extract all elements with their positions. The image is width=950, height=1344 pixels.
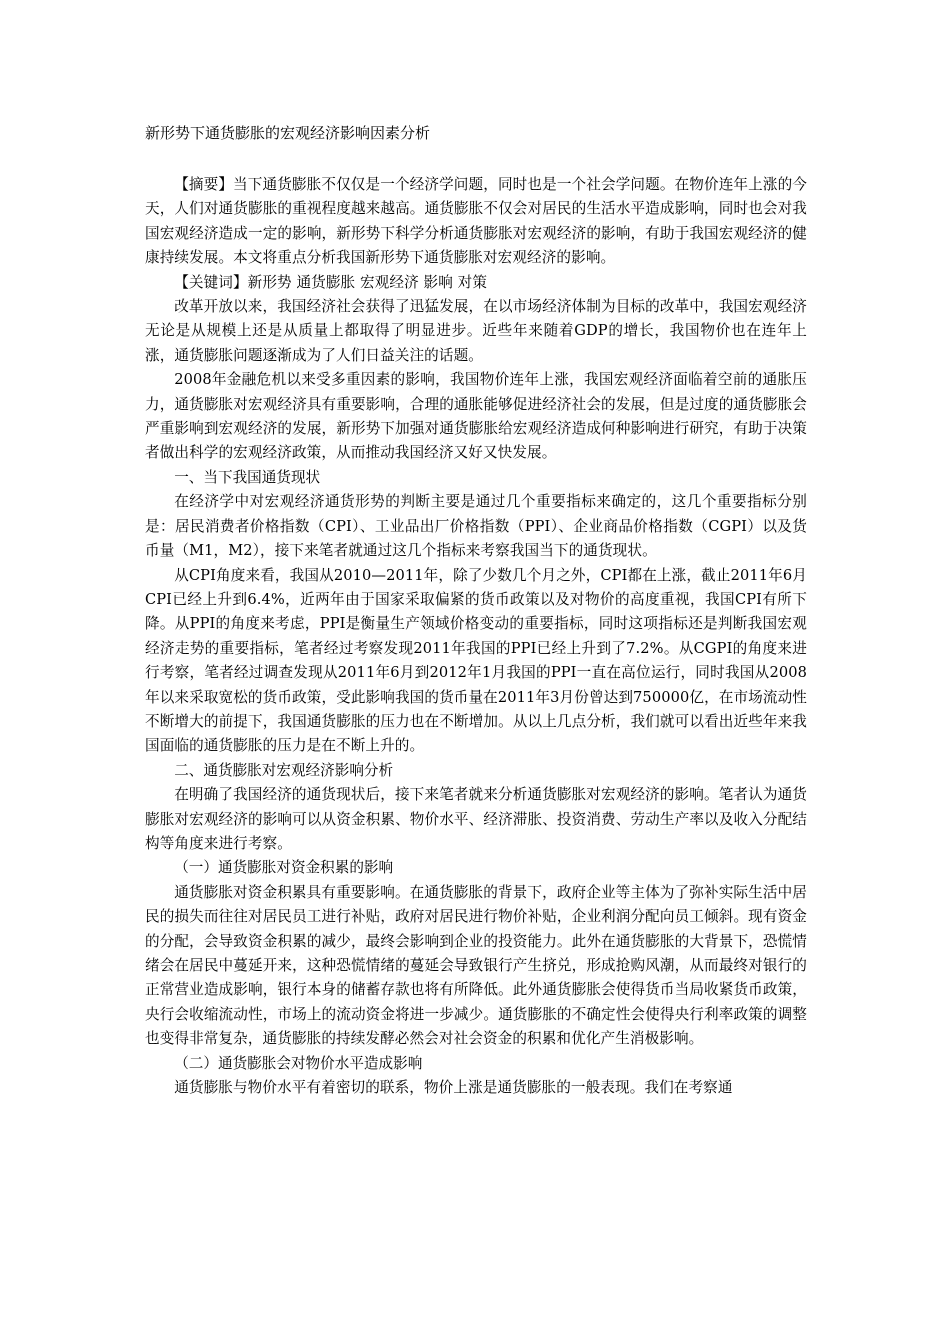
- abstract-paragraph: 【摘要】当下通货膨胀不仅仅是一个经济学问题，同时也是一个社会学问题。在物价连年上涨的今天，人们对通货膨胀的重视程度越来越高。通货膨胀不仅会对居民的生活水平造成影响，同时也会对我国宏观经济造成一定的影响，新形势下科学分析通货膨胀对宏观经济的影响，有助于我国宏观经济的健康持续发展。本文将重点分析我国新形势下通货膨胀对宏观经济的影响。: [145, 176, 807, 267]
- section-1-heading: 一、当下我国通货现状: [174, 468, 321, 486]
- intro-paragraph-1: 改革开放以来，我国经济社会获得了迅猛发展，在以市场经济体制为目标的改革中，我国宏观经济无论是从规模上还是从质量上都取得了明显进步。近些年来随着GDP的增长，我国物价也在连年上涨，通货膨胀问题逐渐成为了人们日益关注的话题。: [145, 298, 807, 364]
- section-2-heading: 二、通货膨胀对宏观经济影响分析: [174, 761, 394, 779]
- keywords-paragraph: 【关键词】新形势 通货膨胀 宏观经济 影响 对策: [174, 273, 488, 291]
- section-1-paragraph-1: 在经济学中对宏观经济通货形势的判断主要是通过几个重要指标来确定的，这几个重要指标分别是：居民消费者价格指数（CPI）、工业品出厂价格指数（PPI）、企业商品价格指数（CGPI）以及货币量（M1，M2），接下来笔者就通过这几个指标来考察我国当下的通货现状。: [145, 493, 807, 560]
- document-title: 新形势下通货膨胀的宏观经济影响因素分析: [145, 124, 431, 142]
- section-1-paragraph-2: 从CPI角度来看，我国从2010—2011年，除了少数几个月之外，CPI都在上涨，截止2011年6月CPI已经上升到6.4%，近两年由于国家采取偏紧的货币政策以及对物价的高度重视，我国CPI有所下降。从PPI的角度来考虑，PPI是衡量生产领域价格变动的重要指标，同时这项指标还是判断我国宏观经济走势的重要指标，笔者经过考察发现2011年我国的PPI已经上升到了7.2%。从CGPI的角度来进行考察，笔者经过调查发现从2011年6月到2012年1月我国的PPI一直在高位运行，同时我国从2008年以来采取宽松的货币政策，受此影响我国的货币量在2011年3月份曾达到750000亿，在市场流动性不断增大的前提下，我国通货膨胀的压力也在不断增加。从以上几点分析，我们就可以看出近些年来我国面临的通货膨胀的压力是在不断上升的。: [145, 566, 807, 755]
- intro-paragraph-2: 2008年金融危机以来受多重因素的影响，我国物价连年上涨，我国宏观经济面临着空前的通胀压力，通货膨胀对宏观经济具有重要影响，合理的通胀能够促进经济社会的发展，但是过度的通货膨胀会严重影响到宏观经济的发展，新形势下加强对通货膨胀给宏观经济造成何种影响进行研究，有助于决策者做出科学的宏观经济政策，从而推动我国经济又好又快发展。: [145, 371, 807, 462]
- section-2-paragraph-1: 在明确了我国经济的通货现状后，接下来笔者就来分析通货膨胀对宏观经济的影响。笔者认为通货膨胀对宏观经济的影响可以从资金积累、物价水平、经济滞胀、投资消费、劳动生产率以及收入分配结构等角度来进行考察。: [145, 786, 807, 852]
- subsection-1-paragraph: 通货膨胀对资金积累具有重要影响。在通货膨胀的背景下，政府企业等主体为了弥补实际生活中居民的损失而往往对居民员工进行补贴，政府对居民进行物价补贴，企业利润分配向员工倾斜。现有资金的分配，会导致资金积累的减少，最终会影响到企业的投资能力。此外在通货膨胀的大背景下，恐慌情绪会在居民中蔓延开来，这种恐慌情绪的蔓延会导致银行产生挤兑，形成抢购风潮，从而最终对银行的正常营业造成影响，银行本身的储蓄存款也将有所降低。此外通货膨胀会使得货币当局收紧货币政策，央行会收缩流动性，市场上的流动资金将进一步减少。通货膨胀的不确定性会使得央行利率政策的调整也变得非常复杂，通货膨胀的持续发酵必然会对社会资金的积累和优化产生消极影响。: [145, 883, 807, 1048]
- subsection-1-heading: （一）通货膨胀对资金积累的影响: [174, 859, 394, 877]
- document-page: [145, 121, 807, 1100]
- subsection-2-heading: （二）通货膨胀会对物价水平造成影响: [174, 1054, 423, 1072]
- subsection-2-paragraph: 通货膨胀与物价水平有着密切的联系，物价上涨是通货膨胀的一般表现。我们在考察通: [174, 1079, 733, 1097]
